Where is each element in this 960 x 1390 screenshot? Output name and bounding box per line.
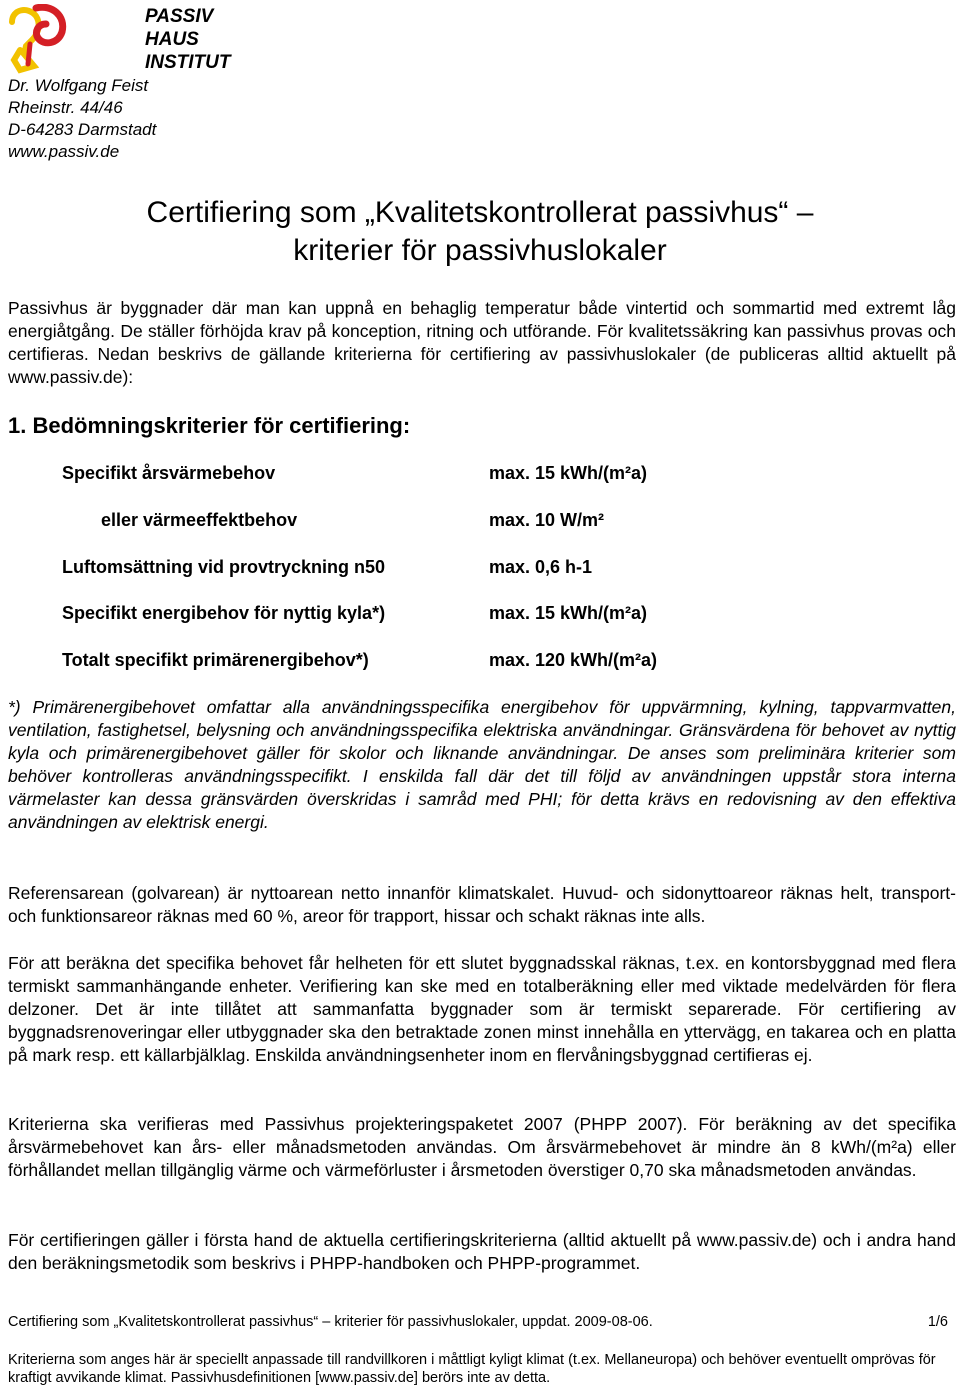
criterion-label: Totalt specifikt primärenergibehov*) bbox=[62, 650, 369, 670]
criterion-label: Luftomsättning vid provtryckning n50 bbox=[62, 557, 386, 577]
footnote-paragraph: *) Primärenergibehovet omfattar alla användningsspecifika energibehov för uppvärmning, kylning, tappvarmvatten, ventilation, fastighetsel, belysning och användningsspecifika elektriska användningar. Gränsvärdena för behovet av nyttig kyla och primärenergibehovet gäller för skolor och liknande användningar. De anses som preliminära kriterier som behöver kontrolleras användningsspecifikt. I enskilda fall där det till följd av användningen uppstår stora interna värmelaster kan dessa gränsvärden överskridas i samråd med PHI; för detta krävs en redovisning av den effektiva användningen av elektrisk energi. bbox=[8, 697, 956, 832]
section-heading: 1. Bedömningskriterier för certifiering: bbox=[8, 413, 411, 438]
institute-line: PASSIV bbox=[145, 6, 214, 27]
footer-doc-title: Certifiering som „Kvalitetskontrollerat passivhus“ – kriterier för passivhuslokaler, uppdat. 2009-08-06. bbox=[8, 1314, 653, 1330]
body-paragraph: Kriterierna ska verifieras med Passivhus projekteringspaketet 2007 (PHPP 2007). För beräkning av det specifika årsvärmebehovet kan års- eller månadsmetoden användas. Om årsvärmebehovet är mindre än 8 kWh/(m²a) eller förhållandet mellan tillgänglig värme och värmeförluster i årsmetoden överstiger 0,70 ska månadsmetoden användas. bbox=[8, 1114, 956, 1180]
criterion-label: eller värmeeffektbehov bbox=[101, 510, 298, 530]
footer-note: Kriterierna som anges här är speciellt anpassade till randvillkoren i måttligt kyligt klimat (t.ex. Mellaneuropa) och behöver eventuellt omprövas för kraftigt avvikande klimat. Passivhusdefinitionen [www.passiv.de] berörs inte av detta. bbox=[8, 1352, 936, 1386]
criterion-value: max. 0,6 h-1 bbox=[489, 557, 593, 577]
body-paragraph: För certifieringen gäller i första hand de aktuella certifieringskriterierna (alltid aktuellt på www.passiv.de) och i andra hand den beräkningsmetodik som beskrivs i PHPP-handboken och PHPP-programmet. bbox=[8, 1230, 956, 1273]
body-paragraph: Referensarean (golvarean) är nyttoarean netto innanför klimatskalet. Huvud- och sidonyttoareor räknas helt, transport- och funktionsareor räknas med 60 %, areor för trapport, hissar och schakt räknas inte alls. bbox=[8, 883, 956, 926]
address-line: Rheinstr. 44/46 bbox=[8, 98, 123, 117]
body-paragraph: För att beräkna det specifika behovet får helheten för ett slutet byggnadsskal räknas, t.ex. en kontorsbyggnad med flera termiskt sammanhängande enheter. Verifiering kan ske med en totalberäkning eller med viktade medelvärden för flera delzoner. Det är inte tillåtet att sammanfatta byggnader som är termiskt separerade. För certifiering av byggnadsrenoveringar eller utbyggnader ska den betraktade zonen minst innehålla en yttervägg, en takarea och en platta på mark resp. ett källarbjälklag. Enskilda användningsenheter inom en flervåningsbyggnad certifieras ej. bbox=[8, 953, 956, 1065]
criterion-label: Specifikt årsvärmebehov bbox=[62, 463, 276, 483]
address-line: Dr. Wolfgang Feist bbox=[8, 76, 149, 95]
address-line: D-64283 Darmstadt bbox=[8, 120, 157, 139]
criterion-value: max. 10 W/m² bbox=[489, 510, 605, 530]
intro-paragraph: Passivhus är byggnader där man kan uppnå en behaglig temperatur både vintertid och sommartid med extremt låg energiåtgång. De ställer förhöjda krav på konception, ritning och utförande. För kvalitetssäkring kan passivhus provas och certifieras. Nedan beskrivs de gällande kriterierna för certifiering av passivhuslokaler (de publiceras alltid aktuellt på www.passiv.de): bbox=[8, 298, 956, 387]
passivhaus-institut-logo bbox=[6, 4, 68, 74]
address-line: www.passiv.de bbox=[8, 142, 120, 161]
criterion-value: max. 15 kWh/(m²a) bbox=[489, 463, 648, 483]
address-block bbox=[8, 75, 156, 163]
criterion-label: Specifikt energibehov för nyttig kyla*) bbox=[62, 603, 386, 623]
criterion-value: max. 15 kWh/(m²a) bbox=[489, 603, 648, 623]
institute-line: HAUS bbox=[145, 29, 199, 50]
page-number: 1/6 bbox=[927, 1314, 948, 1330]
document-title-line1: Certifiering som „Kvalitetskontrollerat passivhus“ – bbox=[146, 196, 814, 229]
institute-name bbox=[145, 5, 231, 74]
institute-line: INSTITUT bbox=[145, 52, 231, 73]
criterion-value: max. 120 kWh/(m²a) bbox=[489, 650, 658, 670]
document-title-line2: kriterier för passivhuslokaler bbox=[293, 234, 667, 267]
